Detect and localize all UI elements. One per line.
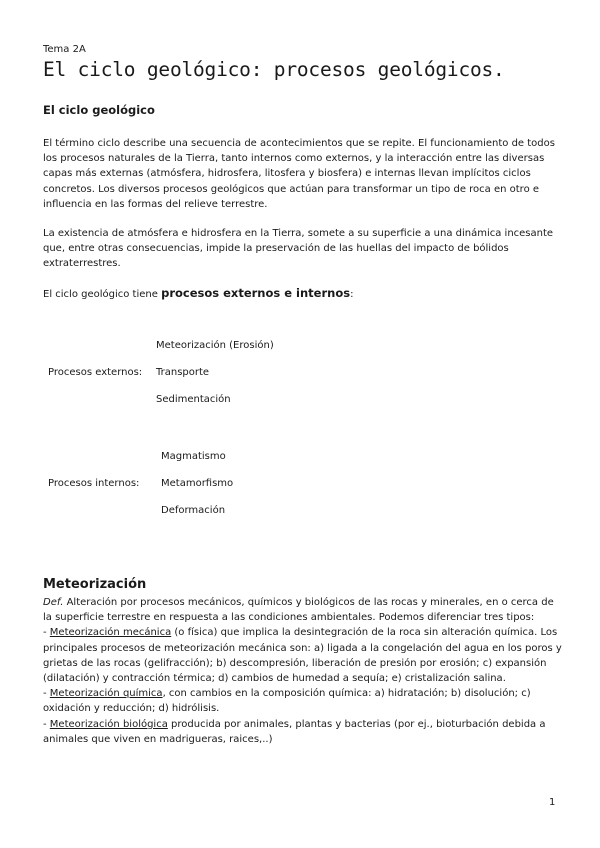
definition	[43, 595, 563, 625]
page-title: El ciclo geológico: procesos geológicos.	[43, 58, 505, 81]
list-item-term: Meteorización mecánica	[49, 627, 172, 639]
external-process-item: Transporte	[156, 367, 210, 378]
paragraph-3-post: :	[350, 289, 354, 300]
section-heading-ciclo: El ciclo geológico	[43, 103, 155, 117]
definition-label: Def.	[43, 597, 64, 608]
paragraph-1: El término ciclo describe una secuencia de acontecimientos que se repite. El funcionamiento de todos los procesos naturales de la Tierra, tanto internos como externos, y la interacción entre las diversas capas más externas (atmósfera, hidrosfera, litosfera y biosfera) e internas llevan implícitos ciclos concretos. Los diversos procesos geológicos que actúan para transformar un tipo de roca en otro e influencia en las formas del relieve terrestre.	[43, 138, 555, 210]
list-item-term: Meteorización biológica	[49, 718, 168, 730]
list-item	[43, 625, 563, 686]
section-heading-meteorizacion: Meteorización	[43, 577, 147, 592]
definition-text: Alteración por procesos mecánicos, químicos y biológicos de las rocas y minerales, en o cerca de la superficie terrestre en respuesta a las condiciones ambientales. Podemos diferenciar tres tipos:	[43, 597, 554, 624]
internal-process-item: Metamorfismo	[161, 478, 234, 489]
list-item-term: Meteorización química	[49, 688, 163, 700]
paragraph-3-pre: El ciclo geológico tiene	[43, 289, 162, 300]
paragraph-3	[43, 286, 563, 302]
meteorizacion-body	[43, 595, 563, 747]
list-item-text: , con cambios en la composición química: a) hidratación; b) disolución; c) oxidación y reducción; d) hidrólisis.	[43, 688, 531, 715]
paragraph-2: La existencia de atmósfera e hidrosfera en la Tierra, somete a su superficie a una dinámica incesante que, entre otras consecuencias, impide la preservación de las huellas del impacto de bólidos extraterrestres.	[43, 228, 554, 270]
internal-process-item: Deformación	[161, 505, 226, 516]
external-process-item: Sedimentación	[156, 394, 231, 405]
paragraph-3-bold: procesos externos e internos	[161, 286, 351, 300]
list-item-prefix: -	[43, 718, 50, 730]
internal-processes-label: Procesos internos:	[48, 478, 140, 489]
list-item-text: producida por animales, plantas y bacterias (por ej., bioturbación debida a animales que viven en madrigueras, raices,..)	[43, 718, 546, 745]
list-item-prefix: -	[43, 627, 50, 639]
external-processes-label: Procesos externos:	[48, 367, 143, 378]
list-item-prefix: -	[43, 688, 50, 700]
page-number: 1	[549, 797, 556, 808]
external-process-item: Meteorización (Erosión)	[156, 340, 274, 351]
list-item-text: (o física) que implica la desintegración de la roca sin alteración química. Los principales procesos de meteorización mecánica son: a) ligada a la congelación del agua en los poros y grietas de las rocas (gelifracción); b) descompresión, liberación de presión por erosión; c) expansión (dilatación) y contracción térmica; d) cambios de humedad a sequía; e) cristalización salina.	[43, 627, 562, 685]
list-item	[43, 717, 563, 747]
list-item	[43, 686, 563, 716]
topic-label: Tema 2A	[43, 44, 86, 55]
internal-process-item: Magmatismo	[161, 451, 226, 462]
